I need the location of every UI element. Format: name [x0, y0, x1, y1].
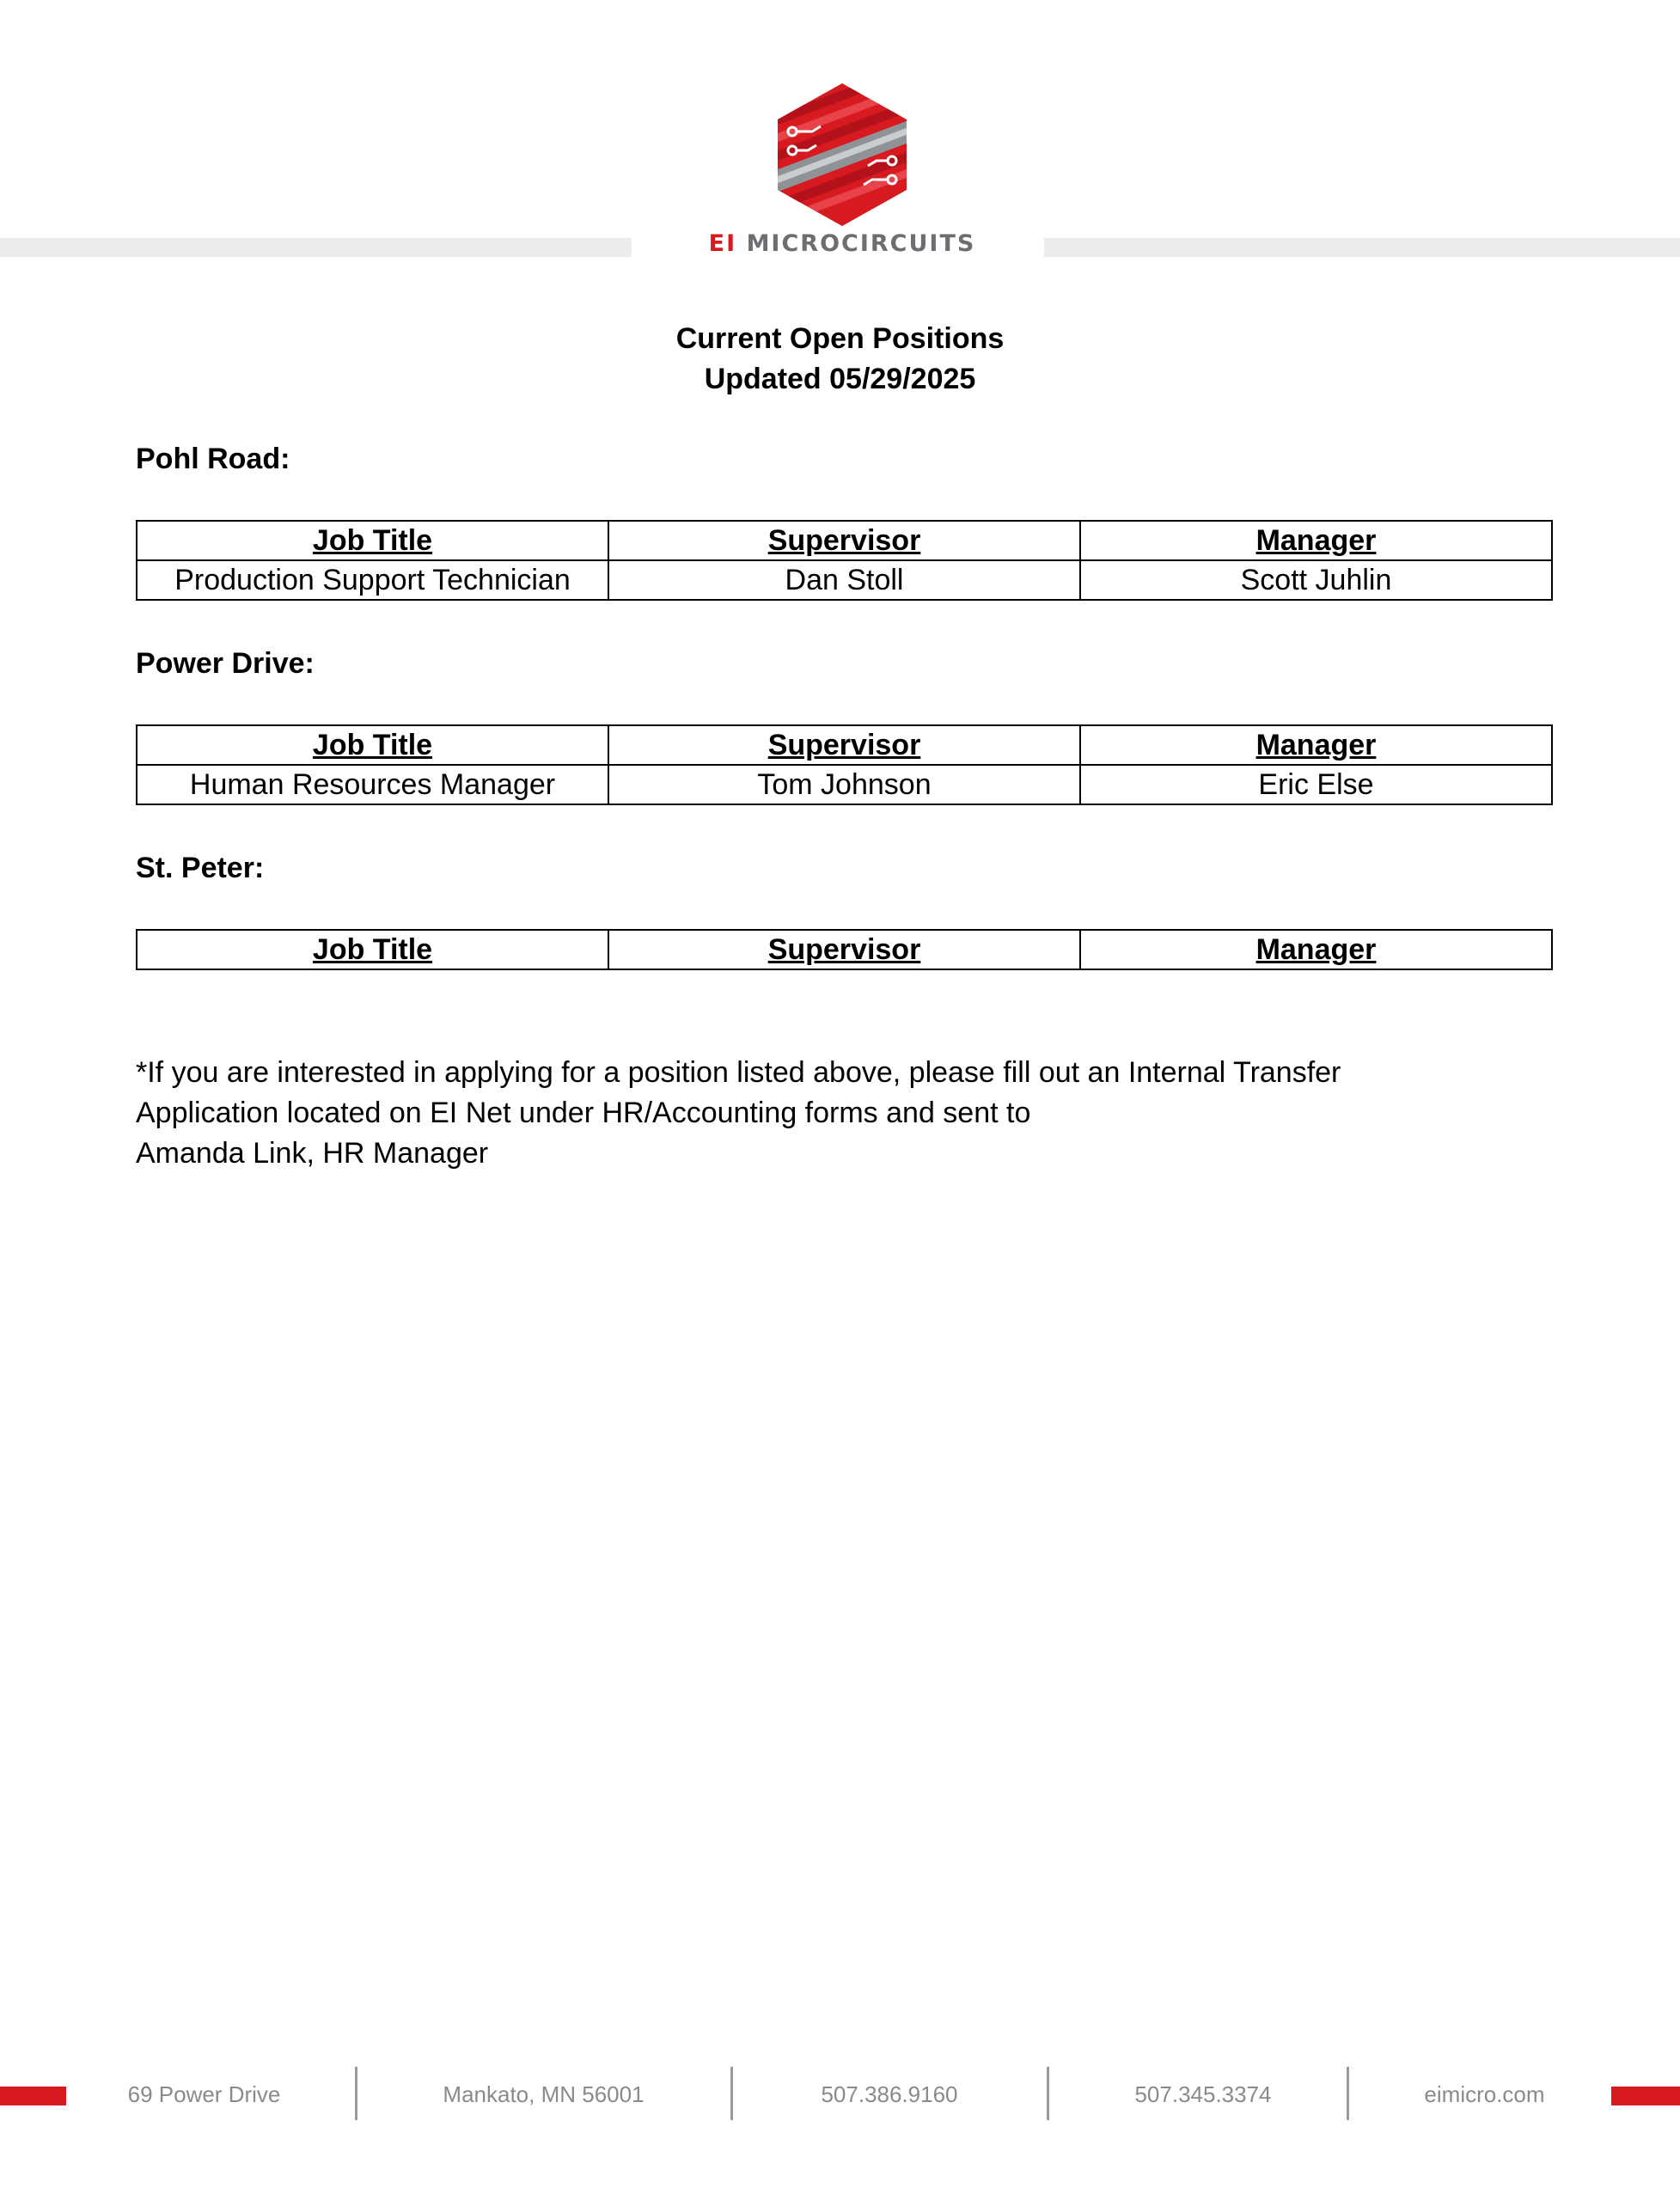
table-row — [137, 765, 1552, 804]
section-heading-pohl-road: Pohl Road: — [136, 443, 290, 475]
column-header-job-title: Job Title — [137, 521, 608, 560]
header-rule-right — [1044, 238, 1680, 257]
page-title: Current Open Positions — [675, 322, 1005, 355]
footer-divider — [1047, 2067, 1049, 2120]
column-header-job-title: Job Title — [137, 930, 608, 969]
footer-divider — [355, 2067, 357, 2120]
footer-divider — [1347, 2067, 1349, 2120]
column-header-manager: Manager — [1080, 725, 1552, 765]
footer-accent-right — [1611, 2087, 1680, 2105]
wordmark-ei: EI — [708, 230, 737, 257]
note-line: *If you are interested in applying for a position listed above, please fill out an Internal Transfer — [136, 1056, 1341, 1089]
application-note — [136, 1053, 1597, 1174]
manager-cell: Eric Else — [1080, 765, 1552, 804]
note-line: Application located on EI Net under HR/Accounting forms and sent to — [136, 1097, 1031, 1129]
company-wordmark — [687, 230, 997, 257]
supervisor-cell: Dan Stoll — [608, 560, 1080, 600]
wordmark-microcircuits: MICROCIRCUITS — [746, 230, 976, 257]
column-header-supervisor: Supervisor — [608, 725, 1080, 765]
footer-fax: 507.345.3374 — [1134, 2081, 1272, 2107]
column-header-manager: Manager — [1080, 930, 1552, 969]
note-line: Amanda Link, HR Manager — [136, 1137, 489, 1170]
footer-accent-left — [0, 2087, 66, 2105]
job-title-cell: Human Resources Manager — [137, 765, 608, 804]
footer-phone: 507.386.9160 — [821, 2081, 958, 2107]
footer-address: 69 Power Drive — [127, 2081, 281, 2107]
column-header-supervisor: Supervisor — [608, 930, 1080, 969]
supervisor-cell: Tom Johnson — [608, 765, 1080, 804]
table-header-row — [137, 725, 1552, 765]
table-row — [137, 560, 1552, 600]
table-header-row — [137, 930, 1552, 969]
positions-table-power-drive — [136, 724, 1553, 805]
footer-divider — [730, 2067, 733, 2120]
section-heading-st-peter: St. Peter: — [136, 852, 265, 884]
footer-city: Mankato, MN 56001 — [443, 2081, 645, 2107]
company-logo-icon — [773, 82, 911, 228]
positions-table-st-peter — [136, 929, 1553, 970]
table-header-row — [137, 521, 1552, 560]
manager-cell: Scott Juhlin — [1080, 560, 1552, 600]
updated-date: Updated 05/29/2025 — [704, 363, 976, 395]
footer-website: eimicro.com — [1424, 2081, 1545, 2107]
column-header-job-title: Job Title — [137, 725, 608, 765]
header-rule-left — [0, 238, 632, 257]
column-header-manager: Manager — [1080, 521, 1552, 560]
positions-table-pohl-road — [136, 520, 1553, 601]
job-title-cell: Production Support Technician — [137, 560, 608, 600]
column-header-supervisor: Supervisor — [608, 521, 1080, 560]
section-heading-power-drive: Power Drive: — [136, 647, 315, 680]
